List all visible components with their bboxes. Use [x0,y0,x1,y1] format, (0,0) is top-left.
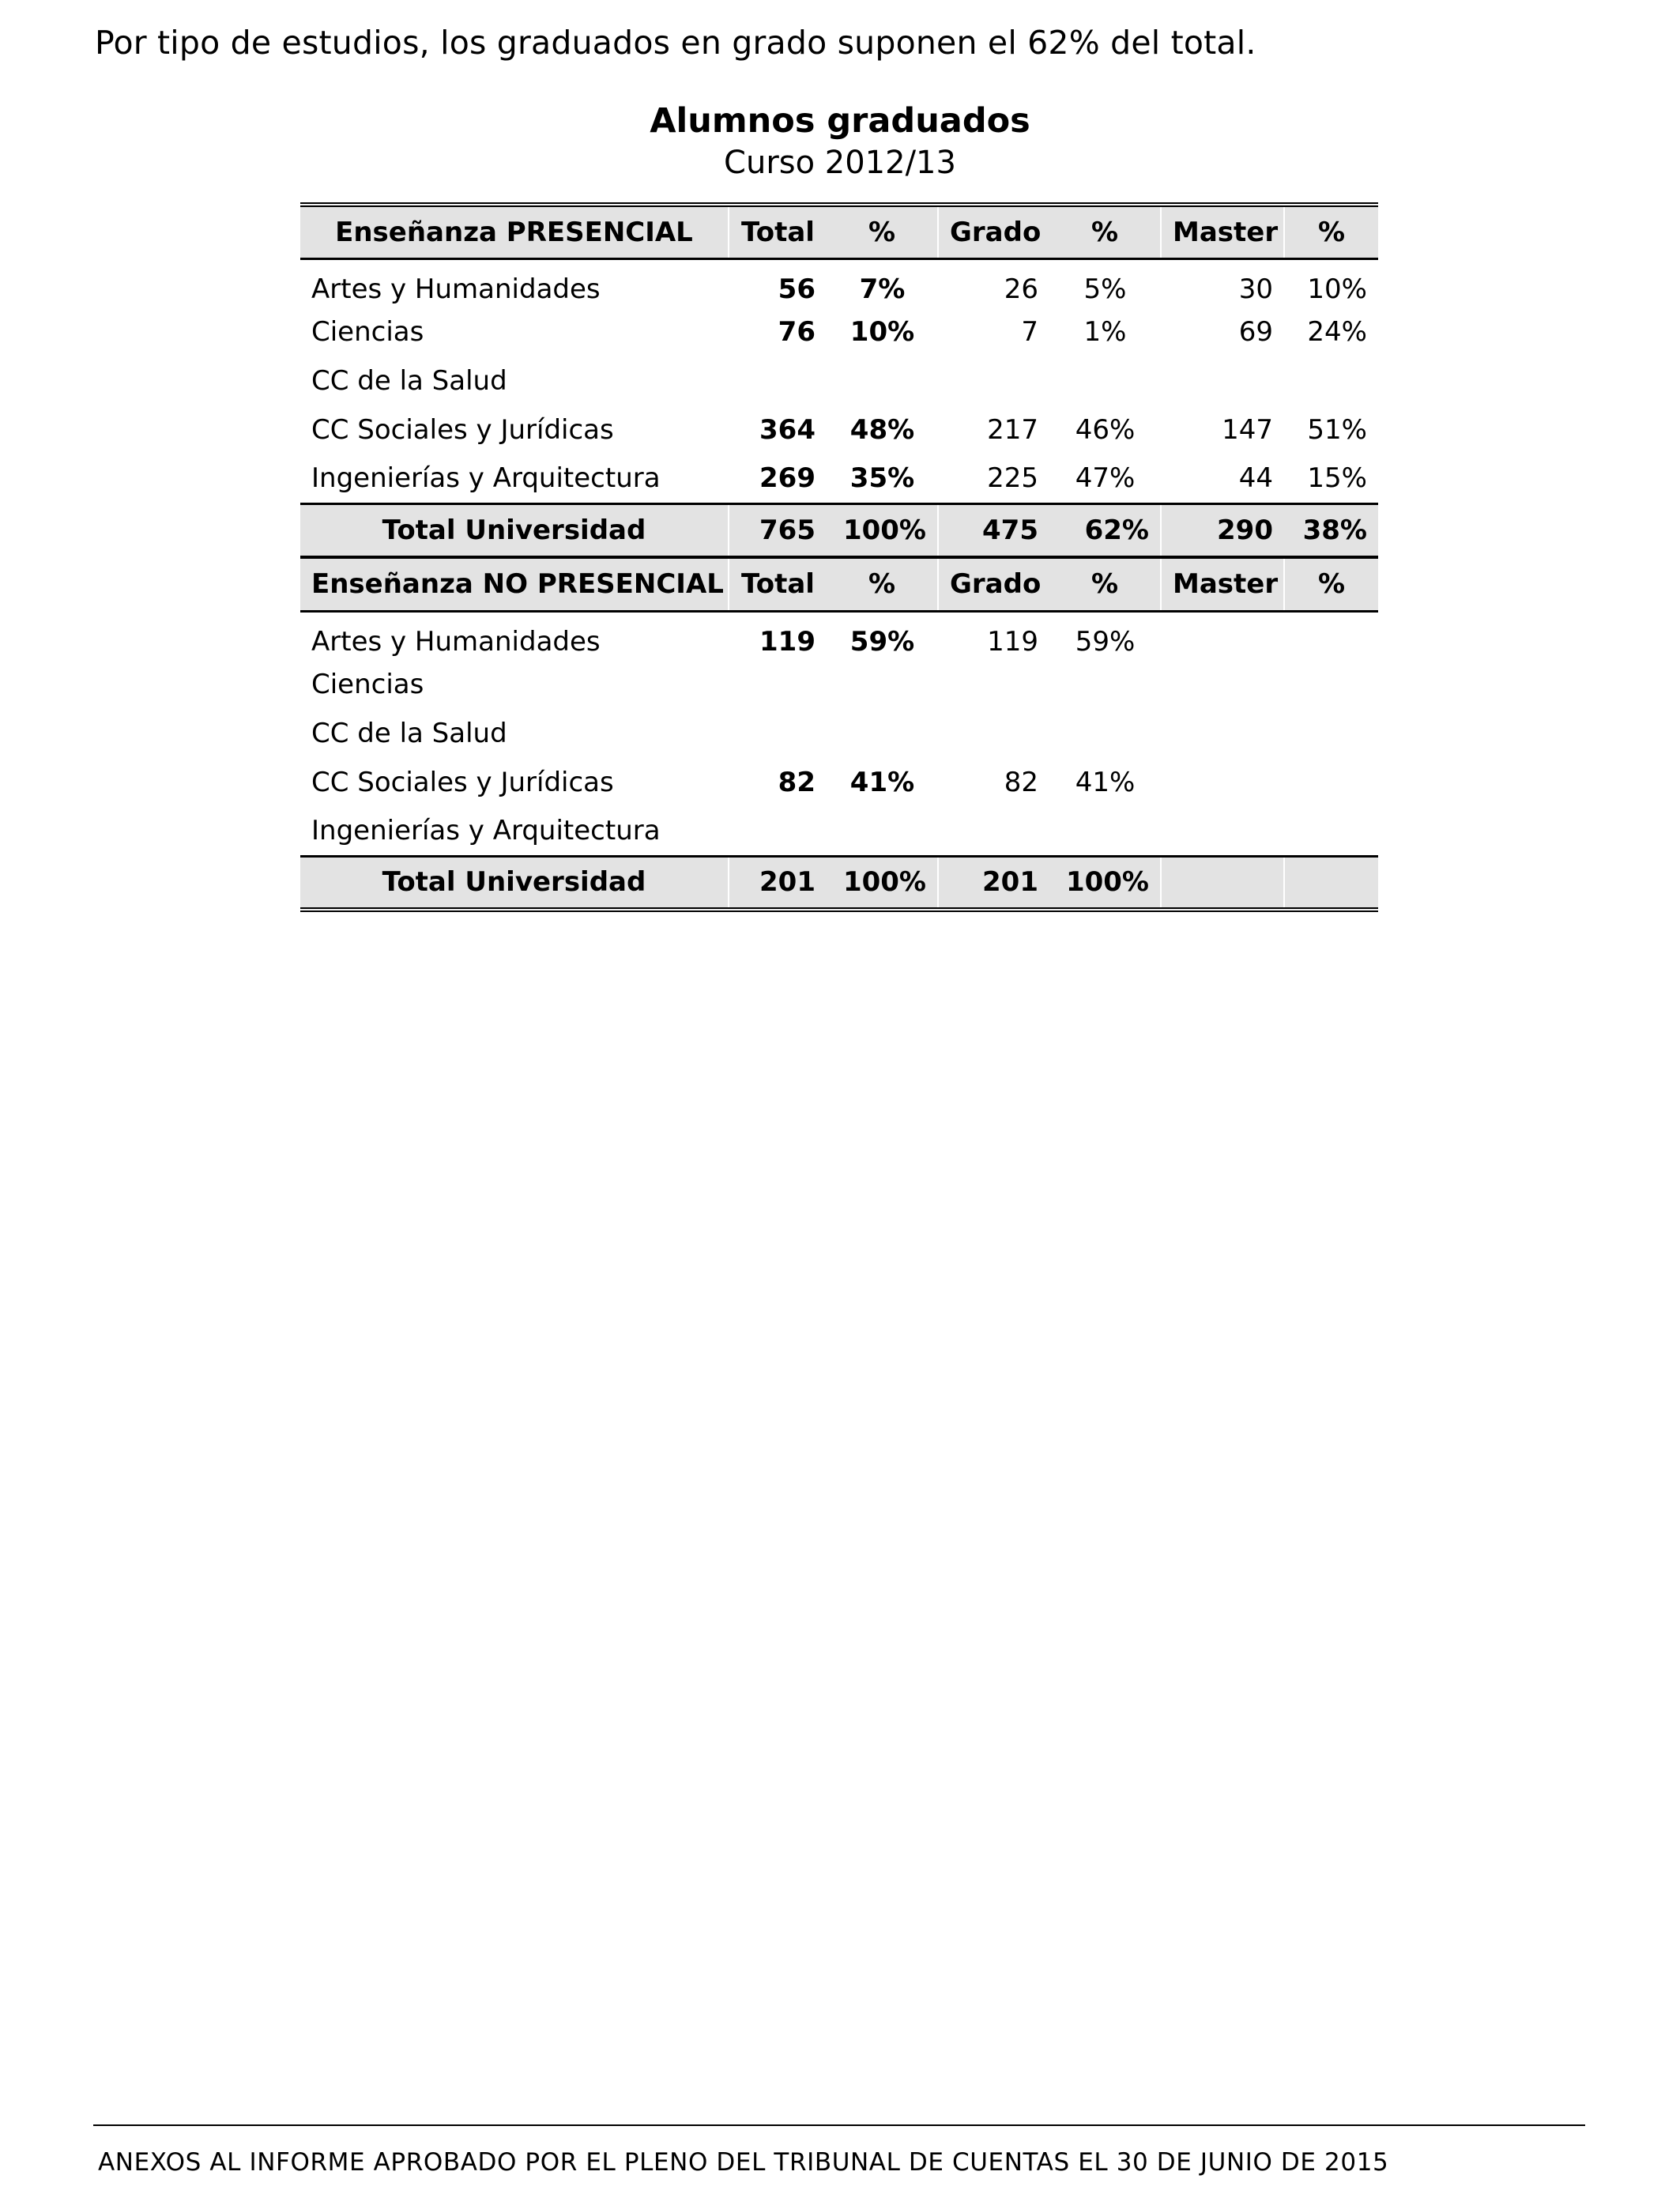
total-cell-master-pct: 38% [1284,503,1378,557]
cell-total: 76 [778,316,816,348]
cell-pct [827,660,938,709]
total-row-label: Total Universidad [300,856,729,910]
table-row [300,307,1378,356]
cell-grado-pct: 46% [1075,414,1136,446]
cell-total: 82 [778,767,816,798]
cell-total: 119 [759,625,816,658]
graduates-table-container [300,202,1378,912]
cell-pct: 48% [849,414,915,446]
cell-total [729,660,827,709]
cell-pct: 7% [859,273,906,305]
cell-pct [827,356,938,405]
table-row [300,611,1378,660]
total-cell-total: 201 [729,856,827,910]
cell-grado-pct [1049,660,1161,709]
cell-grado-pct: 41% [1075,767,1136,798]
row-label: Ciencias [311,316,424,348]
total-cell-total: 765 [729,503,827,557]
total-cell-pct: 100% [827,856,938,910]
table-row [300,258,1378,307]
no-presencial-total-row [300,856,1378,910]
total-cell-grado: 475 [938,503,1049,557]
total-cell-master-pct [1284,856,1378,910]
total-cell-pct: 100% [827,503,938,557]
row-label: Ingenierías y Arquitectura [311,462,661,495]
graduates-table [300,202,1378,912]
cell-total [729,356,827,405]
cell-pct: 59% [849,625,915,658]
row-label: Artes y Humanidades [311,273,601,305]
row-label: Ingenierías y Arquitectura [311,815,661,847]
cell-grado: 217 [987,414,1038,446]
column-header-master: Master [1161,205,1284,258]
footer-divider [93,2124,1585,2126]
row-label: Ciencias [311,669,424,700]
cell-grado: 119 [987,625,1038,658]
cell-master-pct: 51% [1307,414,1367,446]
cell-master-pct [1284,611,1378,660]
cell-grado [938,660,1049,709]
cell-grado-pct: 1% [1083,316,1127,348]
row-label: CC Sociales y Jurídicas [311,767,614,798]
cell-grado [938,356,1049,405]
cell-total: 56 [778,273,816,305]
cell-pct [827,807,938,856]
cell-master [1161,709,1284,758]
cell-grado: 225 [987,462,1038,495]
column-header-grado-pct: % [1049,205,1161,258]
cell-master [1161,611,1284,660]
table-row [300,356,1378,405]
presencial-header-row [300,205,1378,258]
cell-pct: 10% [849,316,915,348]
intro-paragraph: Por tipo de estudios, los graduados en grado suponen el 62% del total. [95,24,1256,62]
table-row [300,405,1378,454]
table-subtitle: Curso 2012/13 [724,145,956,181]
presencial-total-row [300,503,1378,557]
column-header-pct: % [827,205,938,258]
cell-master-pct [1284,807,1378,856]
column-header-total: Total [729,557,827,611]
cell-grado [938,807,1049,856]
cell-grado-pct: 47% [1075,462,1136,495]
cell-grado: 82 [1004,767,1038,798]
column-header-total: Total [729,205,827,258]
table-row [300,454,1378,503]
table-row [300,660,1378,709]
column-header-master-pct: % [1284,205,1378,258]
cell-total: 269 [759,462,816,495]
cell-master [1161,356,1284,405]
row-label: CC Sociales y Jurídicas [311,414,614,446]
cell-grado-pct: 5% [1083,273,1127,305]
table-row [300,807,1378,856]
column-header-master: Master [1161,557,1284,611]
cell-total [729,709,827,758]
column-header-pct: % [827,557,938,611]
cell-master-pct: 10% [1307,273,1367,305]
cell-pct: 35% [849,462,915,495]
cell-grado-pct [1049,709,1161,758]
cell-master-pct: 15% [1307,462,1367,495]
total-cell-grado-pct: 100% [1049,856,1161,910]
total-cell-grado-pct: 62% [1049,503,1161,557]
cell-master [1161,758,1284,807]
column-header-master-pct: % [1284,557,1378,611]
cell-total [729,807,827,856]
cell-grado: 26 [1004,273,1038,305]
cell-grado-pct [1049,356,1161,405]
cell-master-pct [1284,660,1378,709]
total-row-label: Total Universidad [300,503,729,557]
table-row [300,709,1378,758]
cell-grado-pct [1049,807,1161,856]
no-presencial-section-header: Enseñanza NO PRESENCIAL [300,557,729,611]
cell-grado-pct: 59% [1075,625,1136,658]
total-cell-grado: 201 [938,856,1049,910]
cell-master-pct [1284,758,1378,807]
cell-master-pct [1284,709,1378,758]
page-footer: ANEXOS AL INFORME APROBADO POR EL PLENO DEL TRIBUNAL DE CUENTAS EL 30 DE JUNIO DE 2015 [98,2148,1389,2177]
cell-total: 364 [759,414,816,446]
table-row [300,758,1378,807]
no-presencial-header-row [300,557,1378,611]
cell-grado: 7 [1021,316,1038,348]
cell-master: 44 [1238,462,1273,495]
column-header-grado: Grado [938,205,1049,258]
cell-master: 69 [1238,316,1273,348]
cell-pct [827,709,938,758]
row-label: CC de la Salud [311,718,507,749]
cell-master: 147 [1222,414,1273,446]
cell-master: 30 [1238,273,1273,305]
column-header-grado: Grado [938,557,1049,611]
cell-master-pct: 24% [1307,316,1367,348]
cell-grado [938,709,1049,758]
row-label: CC de la Salud [311,365,507,397]
total-cell-master: 290 [1161,503,1284,557]
presencial-section-header: Enseñanza PRESENCIAL [300,205,729,258]
cell-master-pct [1284,356,1378,405]
row-label: Artes y Humanidades [311,625,601,658]
total-cell-master [1161,856,1284,910]
cell-master [1161,660,1284,709]
column-header-grado-pct: % [1049,557,1161,611]
cell-pct: 41% [849,767,915,798]
table-title: Alumnos graduados [650,101,1030,141]
cell-master [1161,807,1284,856]
